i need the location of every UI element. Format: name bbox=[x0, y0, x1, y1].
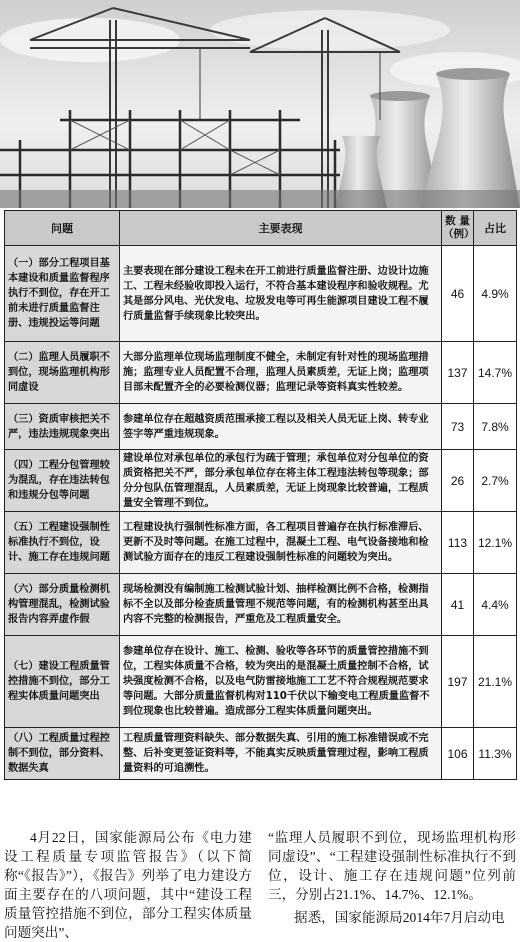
row-count: 26 bbox=[442, 450, 474, 512]
row-ratio: 11.3% bbox=[474, 728, 517, 780]
row-description: 建设单位对承包单位的承包行为疏于管理；承包单位对分包单位的资质资格把关不严，部分承包单位存在将主体工程违法转包等现象；部分分包队伍管理混乱，人员素质差，无证上岗现象比较普遍，工程质量安全管理不到位。 bbox=[120, 450, 442, 512]
article-column-right bbox=[268, 828, 516, 927]
header-issue: 问题 bbox=[5, 211, 120, 246]
issues-table bbox=[4, 210, 517, 780]
row-count: 113 bbox=[442, 512, 474, 574]
row-issue: （五）工程建设强制性标准执行不到位，设计、施工存在违规问题 bbox=[5, 512, 120, 574]
row-issue: （二）监理人员履职不到位，现场监理机构形同虚设 bbox=[5, 342, 120, 404]
row-description: 现场检测没有编制施工检测试验计划、抽样检测比例不合格，检测指标不全以及部分检查质量管理不规范等问题，有的检测机构甚至出具内容不完整的检测报告，严重危及工程质量安全。 bbox=[120, 574, 442, 636]
table-row bbox=[5, 342, 517, 404]
row-ratio: 4.9% bbox=[474, 246, 517, 342]
row-description: 工程质量管理资料缺失、部分数据失真、引用的施工标准错误或不完整、后补变更签证资料等，不能真实反映质量管理过程，影响工程质量资料的可追溯性。 bbox=[120, 728, 442, 780]
table-row bbox=[5, 574, 517, 636]
row-description: 主要表现在部分建设工程未在开工前进行质量监督注册、边设计边施工、工程未经验收即投入运行，不符合基本建设程序和验收规程。尤其是部分风电、光伏发电、垃圾发电等可再生能源项目建设工程不履行质量监督手续现象比较突出。 bbox=[120, 246, 442, 342]
row-ratio: 12.1% bbox=[474, 512, 517, 574]
table-row bbox=[5, 728, 517, 780]
table-row bbox=[5, 246, 517, 342]
row-ratio: 2.7% bbox=[474, 450, 517, 512]
construction-photo bbox=[0, 0, 520, 208]
row-count: 106 bbox=[442, 728, 474, 780]
row-count: 46 bbox=[442, 246, 474, 342]
table-row bbox=[5, 512, 517, 574]
header-count: 数 量 （例） bbox=[442, 211, 474, 246]
article-paragraph: “监理人员履职不到位，现场监理机构形同虚设”、“工程建设强制性标准执行不到位，设计、施工存在违规问题”位列前三，分别占21.1%、14.7%、12.1%。 bbox=[268, 830, 516, 902]
row-description: 参建单位存在设计、施工、检测、验收等各环节的质量管控措施不到位，工程实体质量不合格，较为突出的是混凝土质量控制不合格，试块强度检测不合格，以及电气防雷接地施工工艺不符合规程规范要求等问题。大部分质量监督机构对110千伏以下输变电工程质量监督不到位现象也比较普遍。造成部分工程实体质量问题突出。 bbox=[120, 636, 442, 728]
row-count: 41 bbox=[442, 574, 474, 636]
table-row bbox=[5, 636, 517, 728]
row-ratio: 7.8% bbox=[474, 404, 517, 450]
row-ratio: 21.1% bbox=[474, 636, 517, 728]
row-count: 73 bbox=[442, 404, 474, 450]
article-paragraph: 据悉，国家能源局2014年7月启动电 bbox=[294, 910, 505, 925]
row-description: 参建单位存在超越资质范围承接工程以及相关人员无证上岗、转专业签字等严重违规现象。 bbox=[120, 404, 442, 450]
table-header-row bbox=[5, 211, 517, 246]
row-issue: （七）建设工程质量管控措施不到位，部分工程实体质量问题突出 bbox=[5, 636, 120, 728]
header-ratio: 占比 bbox=[474, 211, 517, 246]
power-plant-construction-illustration bbox=[0, 0, 520, 208]
table-row bbox=[5, 404, 517, 450]
row-count: 137 bbox=[442, 342, 474, 404]
row-issue: （八）工程质量过程控制不到位，部分资料、数据失真 bbox=[5, 728, 120, 780]
row-count: 197 bbox=[442, 636, 474, 728]
header-description: 主要表现 bbox=[120, 211, 442, 246]
row-issue: （六）部分质量检测机构管理混乱，检测试验报告内容弄虚作假 bbox=[5, 574, 120, 636]
row-description: 工程建设执行强制性标准方面，各工程项目普遍存在执行标准滞后、更新不及时等问题。在施工过程中，混凝土工程、电气设备接地和检测试验方面存在的违反工程建设强制性标准的问题较为突出。 bbox=[120, 512, 442, 574]
row-issue: （四）工程分包管理较为混乱，存在违法转包和违规分包等问题 bbox=[5, 450, 120, 512]
row-ratio: 4.4% bbox=[474, 574, 517, 636]
table-row bbox=[5, 450, 517, 512]
row-ratio: 14.7% bbox=[474, 342, 517, 404]
row-issue: （三）资质审核把关不严，违法违规现象突出 bbox=[5, 404, 120, 450]
row-issue: （一）部分工程项目基本建设和质量监督程序执行不到位，存在开工前未进行质量监督注册、违规投运等问题 bbox=[5, 246, 120, 342]
article-column-left: 4月22日，国家能源局公布《电力建设工程质量专项监管报告》（以下简称“《报告》”），《报告》列举了电力建设方面主要存在的八项问题，其中“建设工程质量管控措施不到位，部分工程实体质量问题突出”、 bbox=[4, 830, 252, 940]
row-description: 大部分监理单位现场监理制度不健全，未制定有针对性的现场监理措施；监理专业人员配置不合理，监理人员素质差，无证上岗；监理项目部未配置齐全的必要检测仪器；监理记录等资料真实性较差。 bbox=[120, 342, 442, 404]
